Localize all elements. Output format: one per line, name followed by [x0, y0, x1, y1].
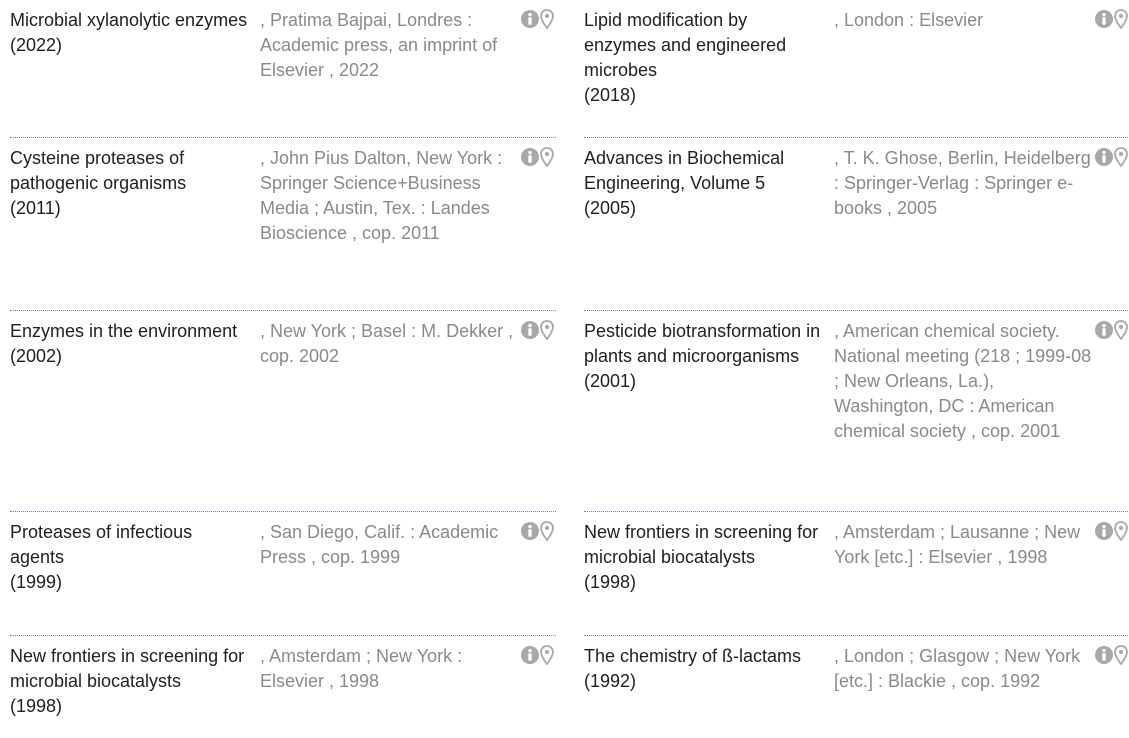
record-publisher: , John Pius Dalton, New York : Springer Science+Business Media ; Austin, Tex. : Landes Bioscience , cop. 2011 — [260, 148, 503, 243]
result-record — [584, 636, 1129, 738]
info-icon[interactable] — [520, 147, 540, 167]
record-publisher: , London ; Glasgow ; New York [etc.] : Blackie , cop. 1992 — [834, 646, 1081, 691]
record-title[interactable]: Advances in Biochemical Engineering, Volume 5 — [584, 148, 785, 193]
result-record — [584, 512, 1129, 636]
record-publisher: , San Diego, Calif. : Academic Press , cop. 1999 — [260, 522, 499, 567]
info-icon[interactable] — [1094, 9, 1114, 29]
record-title-link[interactable] — [10, 8, 250, 58]
info-icon[interactable] — [1094, 147, 1114, 167]
record-actions — [520, 645, 556, 665]
result-record — [10, 636, 556, 738]
record-title[interactable]: Cysteine proteases of pathogenic organisms — [10, 148, 187, 193]
location-pin-icon[interactable] — [540, 147, 554, 167]
record-actions — [520, 9, 556, 29]
record-title-link[interactable] — [584, 146, 824, 221]
record-title[interactable]: The chemistry of ß-lactams — [584, 646, 802, 666]
record-year: (1998) — [584, 572, 637, 592]
location-pin-icon[interactable] — [540, 320, 554, 340]
location-pin-icon[interactable] — [1114, 521, 1128, 541]
record-title-link[interactable] — [584, 520, 824, 595]
info-icon[interactable] — [520, 521, 540, 541]
record-title-link[interactable] — [10, 644, 250, 719]
record-actions — [520, 521, 556, 541]
record-year: (1998) — [10, 696, 63, 716]
record-publisher: , Amsterdam ; Lausanne ; New York [etc.] : Elsevier , 1998 — [834, 522, 1081, 567]
record-actions — [1094, 645, 1129, 665]
record-actions — [520, 320, 556, 340]
record-actions — [1094, 320, 1129, 340]
info-icon[interactable] — [520, 645, 540, 665]
record-publisher: , Pratima Bajpai, Londres : Academic press, an imprint of Elsevier , 2022 — [260, 10, 498, 80]
info-icon[interactable] — [520, 320, 540, 340]
record-title[interactable]: Pesticide biotransformation in plants and microorganisms — [584, 321, 821, 366]
result-record — [10, 138, 556, 311]
record-title-link[interactable] — [584, 319, 824, 394]
info-icon[interactable] — [1094, 320, 1114, 340]
result-record — [584, 138, 1129, 311]
record-title-link[interactable] — [10, 319, 250, 369]
record-title[interactable]: New frontiers in screening for microbial biocatalysts — [584, 522, 819, 567]
location-pin-icon[interactable] — [1114, 9, 1128, 29]
info-icon[interactable] — [520, 9, 540, 29]
record-title-link[interactable] — [584, 8, 824, 108]
results-column-right — [584, 0, 1129, 738]
record-publisher: , T. K. Ghose, Berlin, Heidelberg : Springer-Verlag : Springer e-books , 2005 — [834, 148, 1091, 218]
record-title[interactable]: New frontiers in screening for microbial biocatalysts — [10, 646, 245, 691]
record-actions — [1094, 521, 1129, 541]
record-actions — [520, 147, 556, 167]
location-pin-icon[interactable] — [540, 521, 554, 541]
record-year: (1999) — [10, 572, 63, 592]
info-icon[interactable] — [1094, 521, 1114, 541]
result-record — [10, 512, 556, 636]
location-pin-icon[interactable] — [1114, 645, 1128, 665]
record-actions — [1094, 9, 1129, 29]
record-publisher: , London : Elsevier — [834, 10, 984, 30]
record-title-link[interactable] — [584, 644, 824, 694]
record-title[interactable]: Enzymes in the environment — [10, 321, 238, 341]
result-record — [584, 311, 1129, 512]
record-year: (2005) — [584, 198, 637, 218]
record-year: (2022) — [10, 35, 63, 55]
record-title[interactable]: Microbial xylanolytic enzymes — [10, 10, 248, 30]
record-publisher: , New York ; Basel : M. Dekker , cop. 2002 — [260, 321, 514, 366]
results-column-left — [10, 0, 556, 738]
record-actions — [1094, 147, 1129, 167]
record-title[interactable]: Proteases of infectious agents — [10, 522, 193, 567]
record-publisher: , Amsterdam ; New York : Elsevier , 1998 — [260, 646, 463, 691]
location-pin-icon[interactable] — [540, 645, 554, 665]
record-title-link[interactable] — [10, 520, 250, 595]
record-title[interactable]: Lipid modification by enzymes and engineered microbes — [584, 10, 787, 80]
result-record — [10, 0, 556, 138]
result-record — [584, 0, 1129, 138]
record-publisher: , American chemical society. National meeting (218 ; 1999-08 ; New Orleans, La.), Washington, DC : American chemical society , cop. 2001 — [834, 321, 1092, 441]
record-title-link[interactable] — [10, 146, 250, 221]
record-year: (2018) — [584, 85, 637, 105]
record-year: (2002) — [10, 346, 63, 366]
location-pin-icon[interactable] — [540, 9, 554, 29]
location-pin-icon[interactable] — [1114, 147, 1128, 167]
record-year: (2011) — [10, 198, 61, 218]
record-year: (2001) — [584, 371, 637, 391]
record-year: (1992) — [584, 671, 637, 691]
result-record — [10, 311, 556, 512]
location-pin-icon[interactable] — [1114, 320, 1128, 340]
info-icon[interactable] — [1094, 645, 1114, 665]
